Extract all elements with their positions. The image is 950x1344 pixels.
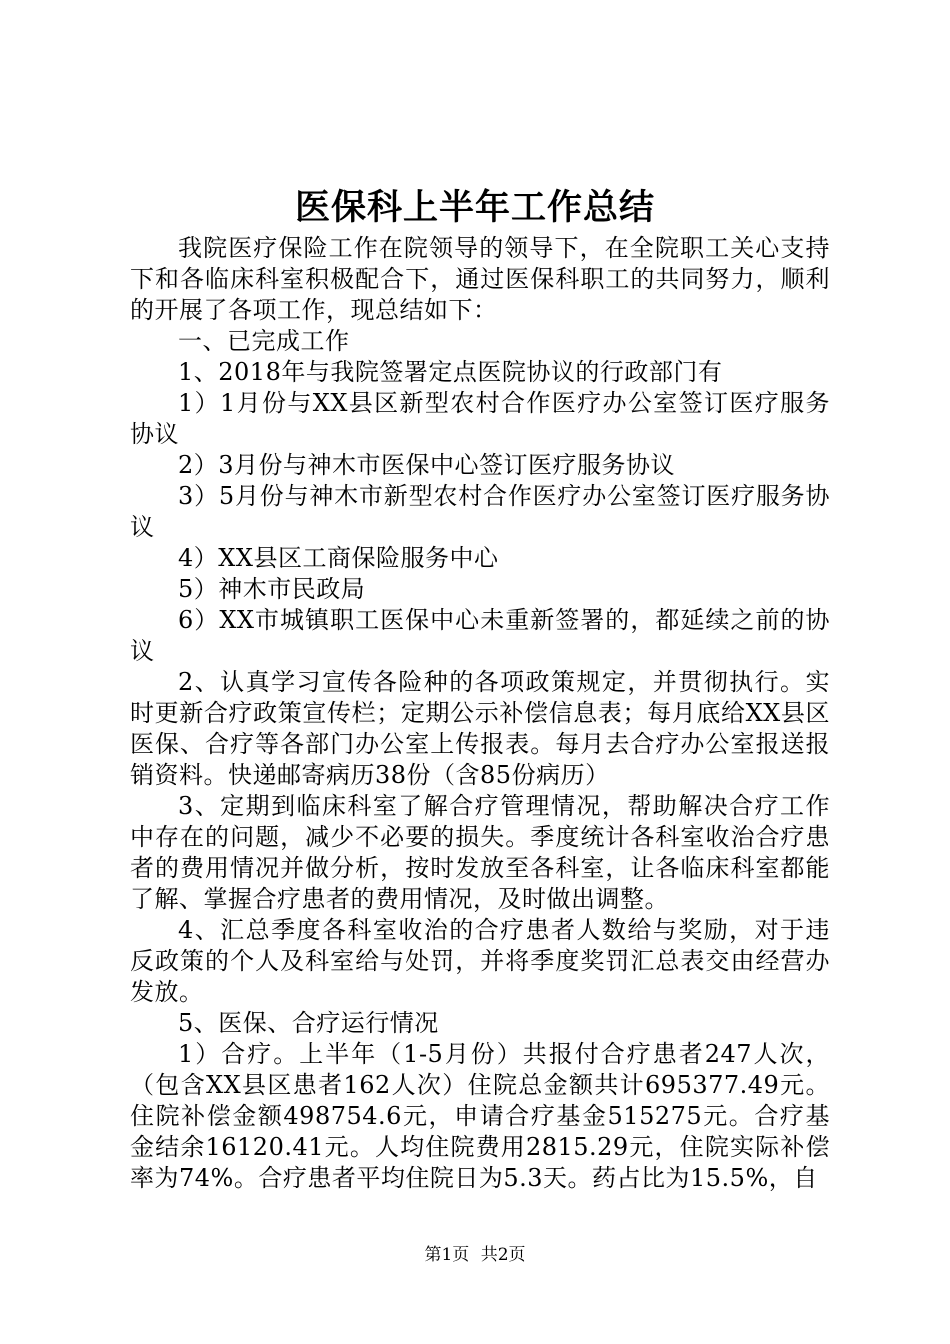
paragraph: 1）合疗。上半年（1-5月份）共报付合疗患者247人次，（包含XX县区患者162人次）住院总金额共计695377.49元。住院补偿金额498754.6元，申请合疗基金515275元。合疗基金结余16120.41元。人均住院费用2815.29元，住院实际补偿率为74%。合疗患者平均住院日为5.3天。药占比为15.5%，自 bbox=[130, 1040, 830, 1192]
list-item: 4）XX县区工商保险服务中心 bbox=[178, 544, 499, 572]
list-item: 3）5月份与神木市新型农村合作医疗办公室签订医疗服务协议 bbox=[130, 482, 830, 541]
paragraph: 1、2018年与我院签署定点医院协议的行政部门有 bbox=[178, 358, 723, 386]
section-heading: 一、已完成工作 bbox=[178, 327, 350, 355]
page-footer bbox=[0, 1243, 950, 1267]
list-item: 1）1月份与XX县区新型农村合作医疗办公室签订医疗服务协议 bbox=[130, 389, 830, 448]
paragraph: 2、认真学习宣传各险种的各项政策规定，并贯彻执行。实时更新合疗政策宣传栏；定期公示补偿信息表；每月底给XX县区医保、合疗等各部门办公室上传报表。每月去合疗办公室报送报销资料。快递邮寄病历38份（含85份病历） bbox=[130, 668, 830, 789]
page-total: 共2页 bbox=[480, 1245, 526, 1265]
document-body bbox=[130, 233, 830, 1194]
paragraph-intro: 我院医疗保险工作在院领导的领导下，在全院职工关心支持下和各临床科室积极配合下，通过医保科职工的共同努力，顺利的开展了各项工作，现总结如下： bbox=[130, 234, 830, 324]
page-number: 第1页 bbox=[424, 1245, 470, 1265]
list-item: 5）神木市民政局 bbox=[178, 575, 366, 603]
paragraph: 4、汇总季度各科室收治的合疗患者人数给与奖励，对于违反政策的个人及科室给与处罚，并将季度奖罚汇总表交由经营办发放。 bbox=[130, 916, 830, 1006]
document-title: 医保科上半年工作总结 bbox=[294, 187, 655, 228]
list-item: 2）3月份与神木市医保中心签订医疗服务协议 bbox=[178, 451, 676, 479]
paragraph: 5、医保、合疗运行情况 bbox=[178, 1009, 439, 1037]
list-item: 6）XX市城镇职工医保中心未重新签署的，都延续之前的协议 bbox=[130, 606, 830, 665]
paragraph: 3、定期到临床科室了解合疗管理情况，帮助解决合疗工作中存在的问题，减少不必要的损失。季度统计各科室收治合疗患者的费用情况并做分析，按时发放至各科室，让各临床科室都能了解、掌握合疗患者的费用情况，及时做出调整。 bbox=[130, 792, 830, 913]
